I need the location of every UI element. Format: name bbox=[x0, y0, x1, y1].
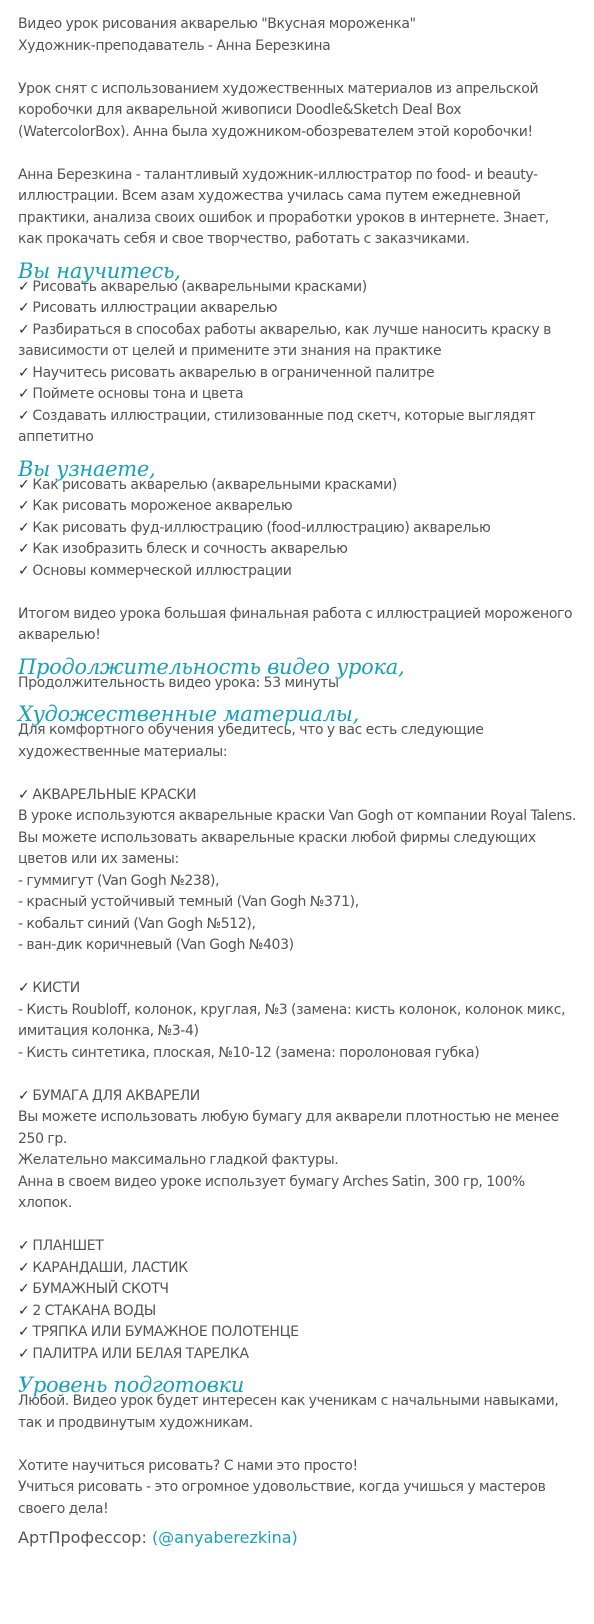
artist-bio: Анна Березкина - талантливый художник-иллюстратор по food- и beauty-иллюстрации. Всем азам художества училась сама путем ежедневной практики, анализа своих ошибок и проработки уроков в интернете. Знает, как прокачать себя и свое творчество, работать с заказчиками. bbox=[18, 166, 549, 247]
list-item: ✓ БУМАЖНЫЙ СКОТЧ bbox=[18, 1281, 169, 1297]
brushes-title: ✓ КИСТИ bbox=[18, 980, 80, 996]
check-icon: ✓ bbox=[18, 1345, 30, 1362]
list-item: ✓ ПАЛИТРА ИЛИ БЕЛАЯ ТАРЕЛКА bbox=[18, 1345, 249, 1362]
check-icon: ✓ bbox=[18, 1281, 30, 1297]
list-item: ✓ ТРЯПКА ИЛИ БУМАЖНОЕ ПОЛОТЕНЦЕ bbox=[18, 1324, 299, 1340]
list-item: ✓ Разбираться в способах работы акварелью, как лучше наносить краску в зависимости от целей и примените эти знания на практике bbox=[18, 321, 552, 359]
paints-text: Вы можете использовать акварельные краски любой фирмы следующих цветов или их замены: bbox=[18, 829, 536, 867]
check-icon: ✓ bbox=[18, 1302, 30, 1319]
paints-text: В уроке используются акварельные краски Van Gogh от компании Royal Talens. bbox=[18, 808, 576, 824]
level-heading: Уровень подготовки bbox=[18, 1373, 245, 1397]
list-item: ✓ Рисовать иллюстрации акварелью bbox=[18, 300, 278, 316]
know-list bbox=[18, 475, 576, 583]
check-icon: ✓ bbox=[18, 386, 30, 402]
list-item: ✓ КАРАНДАШИ, ЛАСТИК bbox=[18, 1259, 188, 1276]
duration-text: Продолжительность видео урока: 53 минуты bbox=[18, 674, 339, 691]
list-item: ✓ Как изобразить блеск и сочность акварелью bbox=[18, 541, 348, 557]
cta-line: Хотите научиться рисовать? С нами это просто! bbox=[18, 1457, 358, 1474]
signature bbox=[18, 1526, 576, 1550]
know-heading: Вы узнаете, bbox=[18, 456, 156, 481]
brush-item: - Кисть Roubloff, колонок, круглая, №3 (замена: кисть колонок, колонок микс, имитация колонка, №3-4) bbox=[18, 1001, 566, 1039]
author-link[interactable]: (@anyaberezkina) bbox=[151, 1528, 298, 1547]
materials-heading: Художественные материалы, bbox=[18, 702, 359, 726]
list-item: ✓ ПЛАНШЕТ bbox=[18, 1238, 104, 1254]
cta-line: Учиться рисовать - это огромное удовольствие, когда учишься у мастеров своего дела! bbox=[18, 1479, 546, 1517]
check-icon: ✓ bbox=[18, 1238, 30, 1254]
check-icon: ✓ bbox=[18, 562, 30, 579]
check-icon: ✓ bbox=[18, 519, 30, 536]
list-item: ✓ Рисовать акварелью (акварельными красками) bbox=[18, 278, 367, 295]
check-icon: ✓ bbox=[18, 786, 30, 803]
list-item: ✓ Научитесь рисовать акварелью в ограниченной палитре bbox=[18, 364, 435, 381]
teacher-line: Художник-преподаватель - Анна Березкина bbox=[18, 37, 331, 54]
check-icon: ✓ bbox=[18, 1324, 30, 1340]
paint-color: - кобальт синий (Van Gogh №512), bbox=[18, 915, 256, 932]
list-item: ✓ Поймете основы тона и цвета bbox=[18, 386, 244, 402]
signature-label: АртПрофессор: bbox=[18, 1528, 152, 1547]
list-item: ✓ Создавать иллюстрации, стилизованные под скетч, которые выглядят аппетитно bbox=[18, 407, 536, 445]
check-icon: ✓ bbox=[18, 1087, 30, 1104]
check-icon: ✓ bbox=[18, 980, 30, 996]
list-item: ✓ 2 СТАКАНА ВОДЫ bbox=[18, 1302, 156, 1319]
learn-heading: Вы научитесь, bbox=[18, 258, 181, 283]
list-item: ✓ Как рисовать фуд-иллюстрацию (food-иллюстрацию) акварелью bbox=[18, 519, 491, 536]
list-item: ✓ Как рисовать мороженое акварелью bbox=[18, 498, 293, 514]
paints-title: ✓ АКВАРЕЛЬНЫЕ КРАСКИ bbox=[18, 786, 197, 803]
level-text: Любой. Видео урок будет интересен как ученикам с начальными навыками, так и продвинутым художникам. bbox=[18, 1393, 559, 1431]
list-item: ✓ Основы коммерческой иллюстрации bbox=[18, 562, 292, 579]
other-materials-list bbox=[18, 1236, 576, 1365]
check-icon: ✓ bbox=[18, 321, 30, 338]
list-item: ✓ Как рисовать акварелью (акварельными красками) bbox=[18, 476, 397, 493]
result-paragraph: Итогом видео урока большая финальная работа с иллюстрацией мороженого акварелью! bbox=[18, 605, 573, 643]
learn-list bbox=[18, 277, 576, 449]
lesson-title: Видео урок рисования акварелью "Вкусная мороженка" bbox=[18, 16, 416, 32]
brush-item: - Кисть синтетика, плоская, №10-12 (замена: поролоновая губка) bbox=[18, 1044, 480, 1061]
paper-text: Желательно максимально гладкой фактуры. bbox=[18, 1152, 339, 1168]
paper-text: Вы можете использовать любую бумагу для акварели плотностью не менее 250 гр. bbox=[18, 1109, 559, 1147]
paper-text: Анна в своем видео уроке использует бумагу Arches Satin, 300 гр, 100% хлопок. bbox=[18, 1173, 525, 1211]
duration-heading: Продолжительность видео урока, bbox=[18, 654, 405, 679]
check-icon: ✓ bbox=[18, 364, 30, 381]
check-icon: ✓ bbox=[18, 407, 30, 424]
materials-intro: Для комфортного обучения убедитесь, что у вас есть следующие художественные материалы: bbox=[18, 722, 484, 760]
check-icon: ✓ bbox=[18, 1259, 30, 1276]
check-icon: ✓ bbox=[18, 498, 30, 514]
paint-color: - гуммигут (Van Gogh №238), bbox=[18, 872, 220, 889]
check-icon: ✓ bbox=[18, 300, 30, 316]
paper-title: ✓ БУМАГА ДЛЯ АКВАРЕЛИ bbox=[18, 1087, 200, 1104]
paint-color: - ван-дик коричневый (Van Gogh №403) bbox=[18, 937, 294, 953]
check-icon: ✓ bbox=[18, 278, 30, 295]
paint-color: - красный устойчивый темный (Van Gogh №371), bbox=[18, 894, 359, 910]
check-icon: ✓ bbox=[18, 476, 30, 493]
intro-paragraph: Урок снят с использованием художественных материалов из апрельской коробочки для акварельной живописи Doodle&Sketch Deal Box (WatercolorBox). Анна была художником-обозревателем этой коробочки! bbox=[18, 80, 539, 140]
check-icon: ✓ bbox=[18, 541, 30, 557]
